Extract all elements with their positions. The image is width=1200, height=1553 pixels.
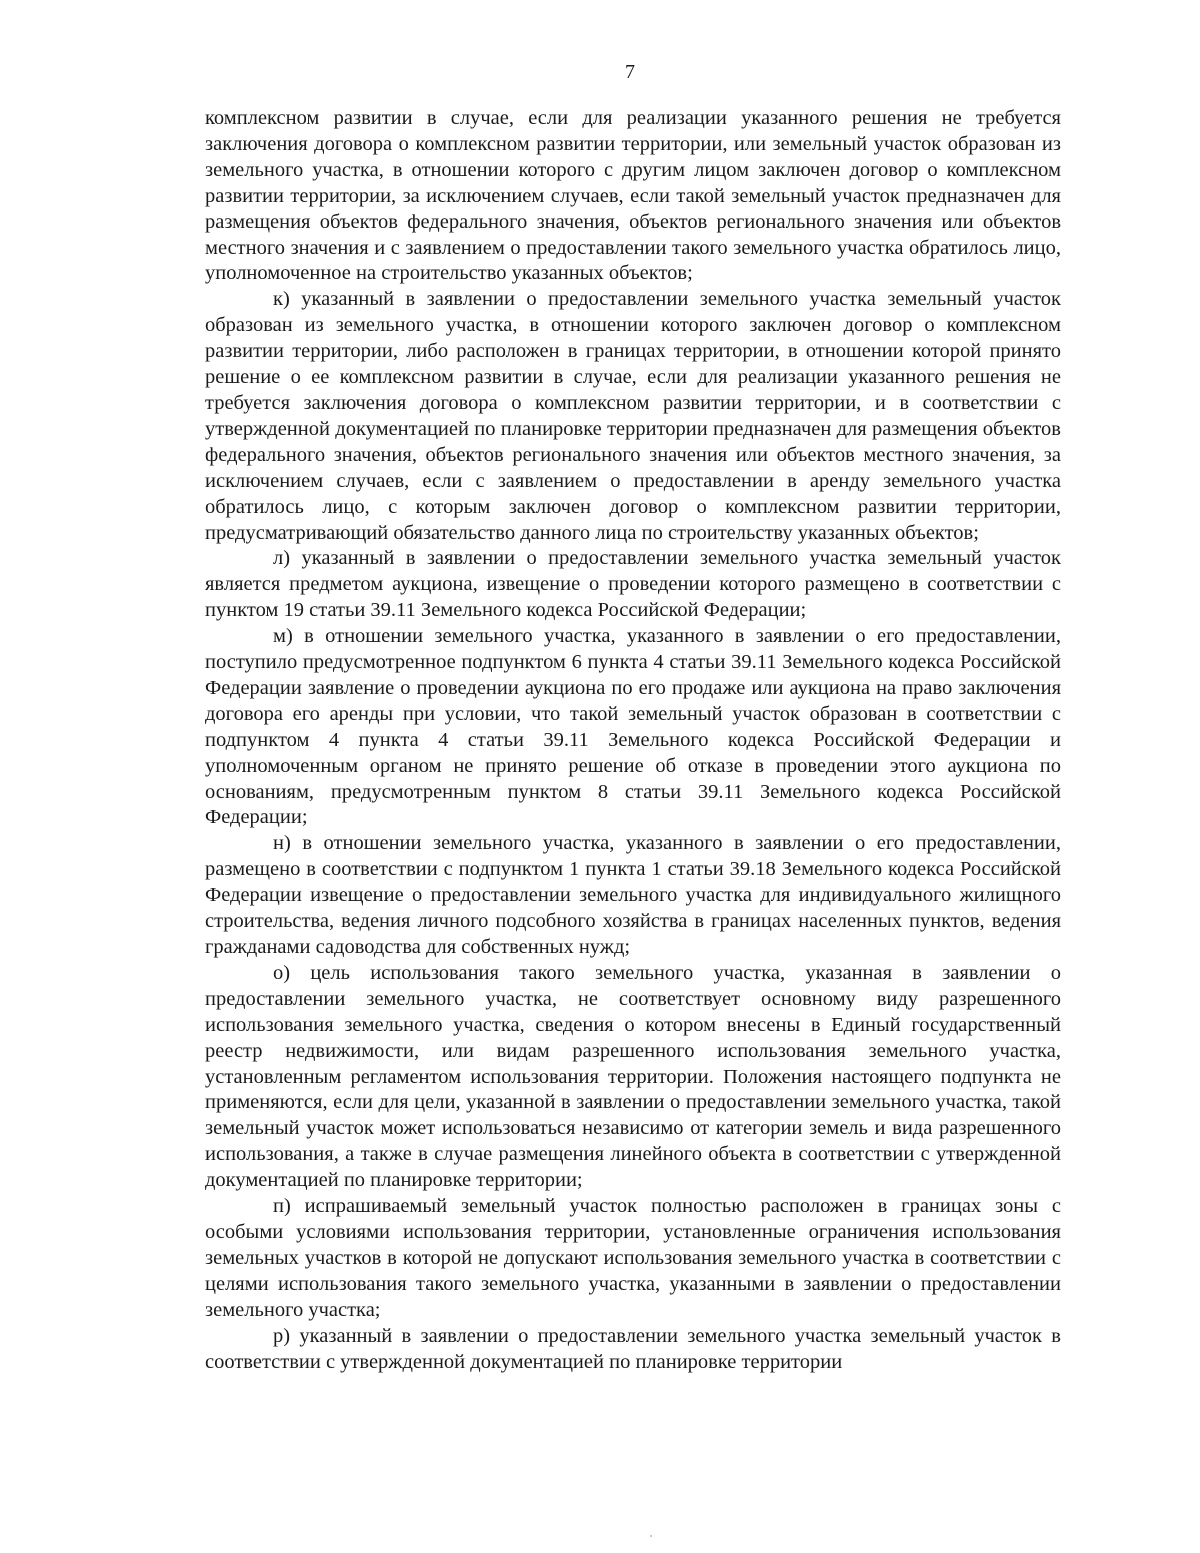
paragraph-item-l: л) указанный в заявлении о предоставлении земельного участка земельный участок является предметом аукциона, извещение о проведении которого размещено в соответствии с пунктом 19 статьи 39.11 Земельного кодекса Российской Федерации; [205,547,1061,622]
document-body [205,106,1061,1375]
paragraph-item-o: о) цель использования такого земельного участка, указанная в заявлении о предоставлении земельного участка, не соответствует основному виду разрешенного использования земельного участка, сведения о котором внесены в Единый государственный реестр недвижимости, или видам разрешенного использования земельного участка, установленным регламентом использования территории. Положения настоящего подпункта не применяются, если для цели, указанной в заявлении о предоставлении земельного участка, такой земельный участок может использоваться независимо от категории земель и вида разрешенного использования, а также в случае размещения линейного объекта в соответствии с утвержденной документацией по планировке территории; [205,961,1061,1192]
paragraph-item-r: р) указанный в заявлении о предоставлении земельного участка земельный участок в соответствии с утвержденной документацией по планировке территории [205,1324,1061,1373]
page-number: 7 [625,61,635,83]
paragraph-item-k: к) указанный в заявлении о предоставлении земельного участка земельный участок образован из земельного участка, в отношении которого заключен договор о комплексном развитии территории, либо расположен в границах территории, в отношении которой принято решение о ее комплексном развитии в случае, если для реализации указанного решения не требуется заключения договора о комплексном развитии территории, и в соответствии с утвержденной документацией по планировке территории предназначен для размещения объектов федерального значения, объектов регионального значения или объектов местного значения, за исключением случаев, если с заявлением о предоставлении в аренду земельного участка обратилось лицо, с которым заключен договор о комплексном развитии территории, предусматривающий обязательство данного лица по строительству указанных объектов; [205,288,1061,544]
paragraph-item-p: п) испрашиваемый земельный участок полностью расположен в границах зоны с особыми условиями использования территории, установленные ограничения использования земельных участков в которой не допускают использования земельного участка в соответствии с целями использования такого земельного участка, указанными в заявлении о предоставлении земельного участка; [205,1195,1061,1321]
scan-speck [650,1535,652,1537]
paragraph-item-n: н) в отношении земельного участка, указанного в заявлении о его предоставлении, размещено в соответствии с подпунктом 1 пункта 1 статьи 39.18 Земельного кодекса Российской Федерации извещение о предоставлении земельного участка для индивидуального жилищного строительства, ведения личного подсобного хозяйства в границах населенных пунктов, ведения гражданами садоводства для собственных нужд; [205,832,1061,958]
paragraph-item-m: м) в отношении земельного участка, указанного в заявлении о его предоставлении, поступило предусмотренное подпунктом 6 пункта 4 статьи 39.11 Земельного кодекса Российской Федерации заявление о проведении аукциона по его продаже или аукциона на право заключения договора его аренды при условии, что такой земельный участок образован в соответствии с подпунктом 4 пункта 4 статьи 39.11 Земельного кодекса Российской Федерации и уполномоченным органом не принято решение об отказе в проведении этого аукциона по основаниям, предусмотренным пунктом 8 статьи 39.11 Земельного кодекса Российской Федерации; [205,625,1061,829]
paragraph-continuation: комплексном развитии в случае, если для реализации указанного решения не требуется заключения договора о комплексном развитии территории, или земельный участок образован из земельного участка, в отношении которого с другим лицом заключен договор о комплексном развитии территории, за исключением случаев, если такой земельный участок предназначен для размещения объектов федерального значения, объектов регионального значения или объектов местного значения и с заявлением о предоставлении такого земельного участка обратилось лицо, уполномоченное на строительство указанных объектов; [205,107,1061,285]
